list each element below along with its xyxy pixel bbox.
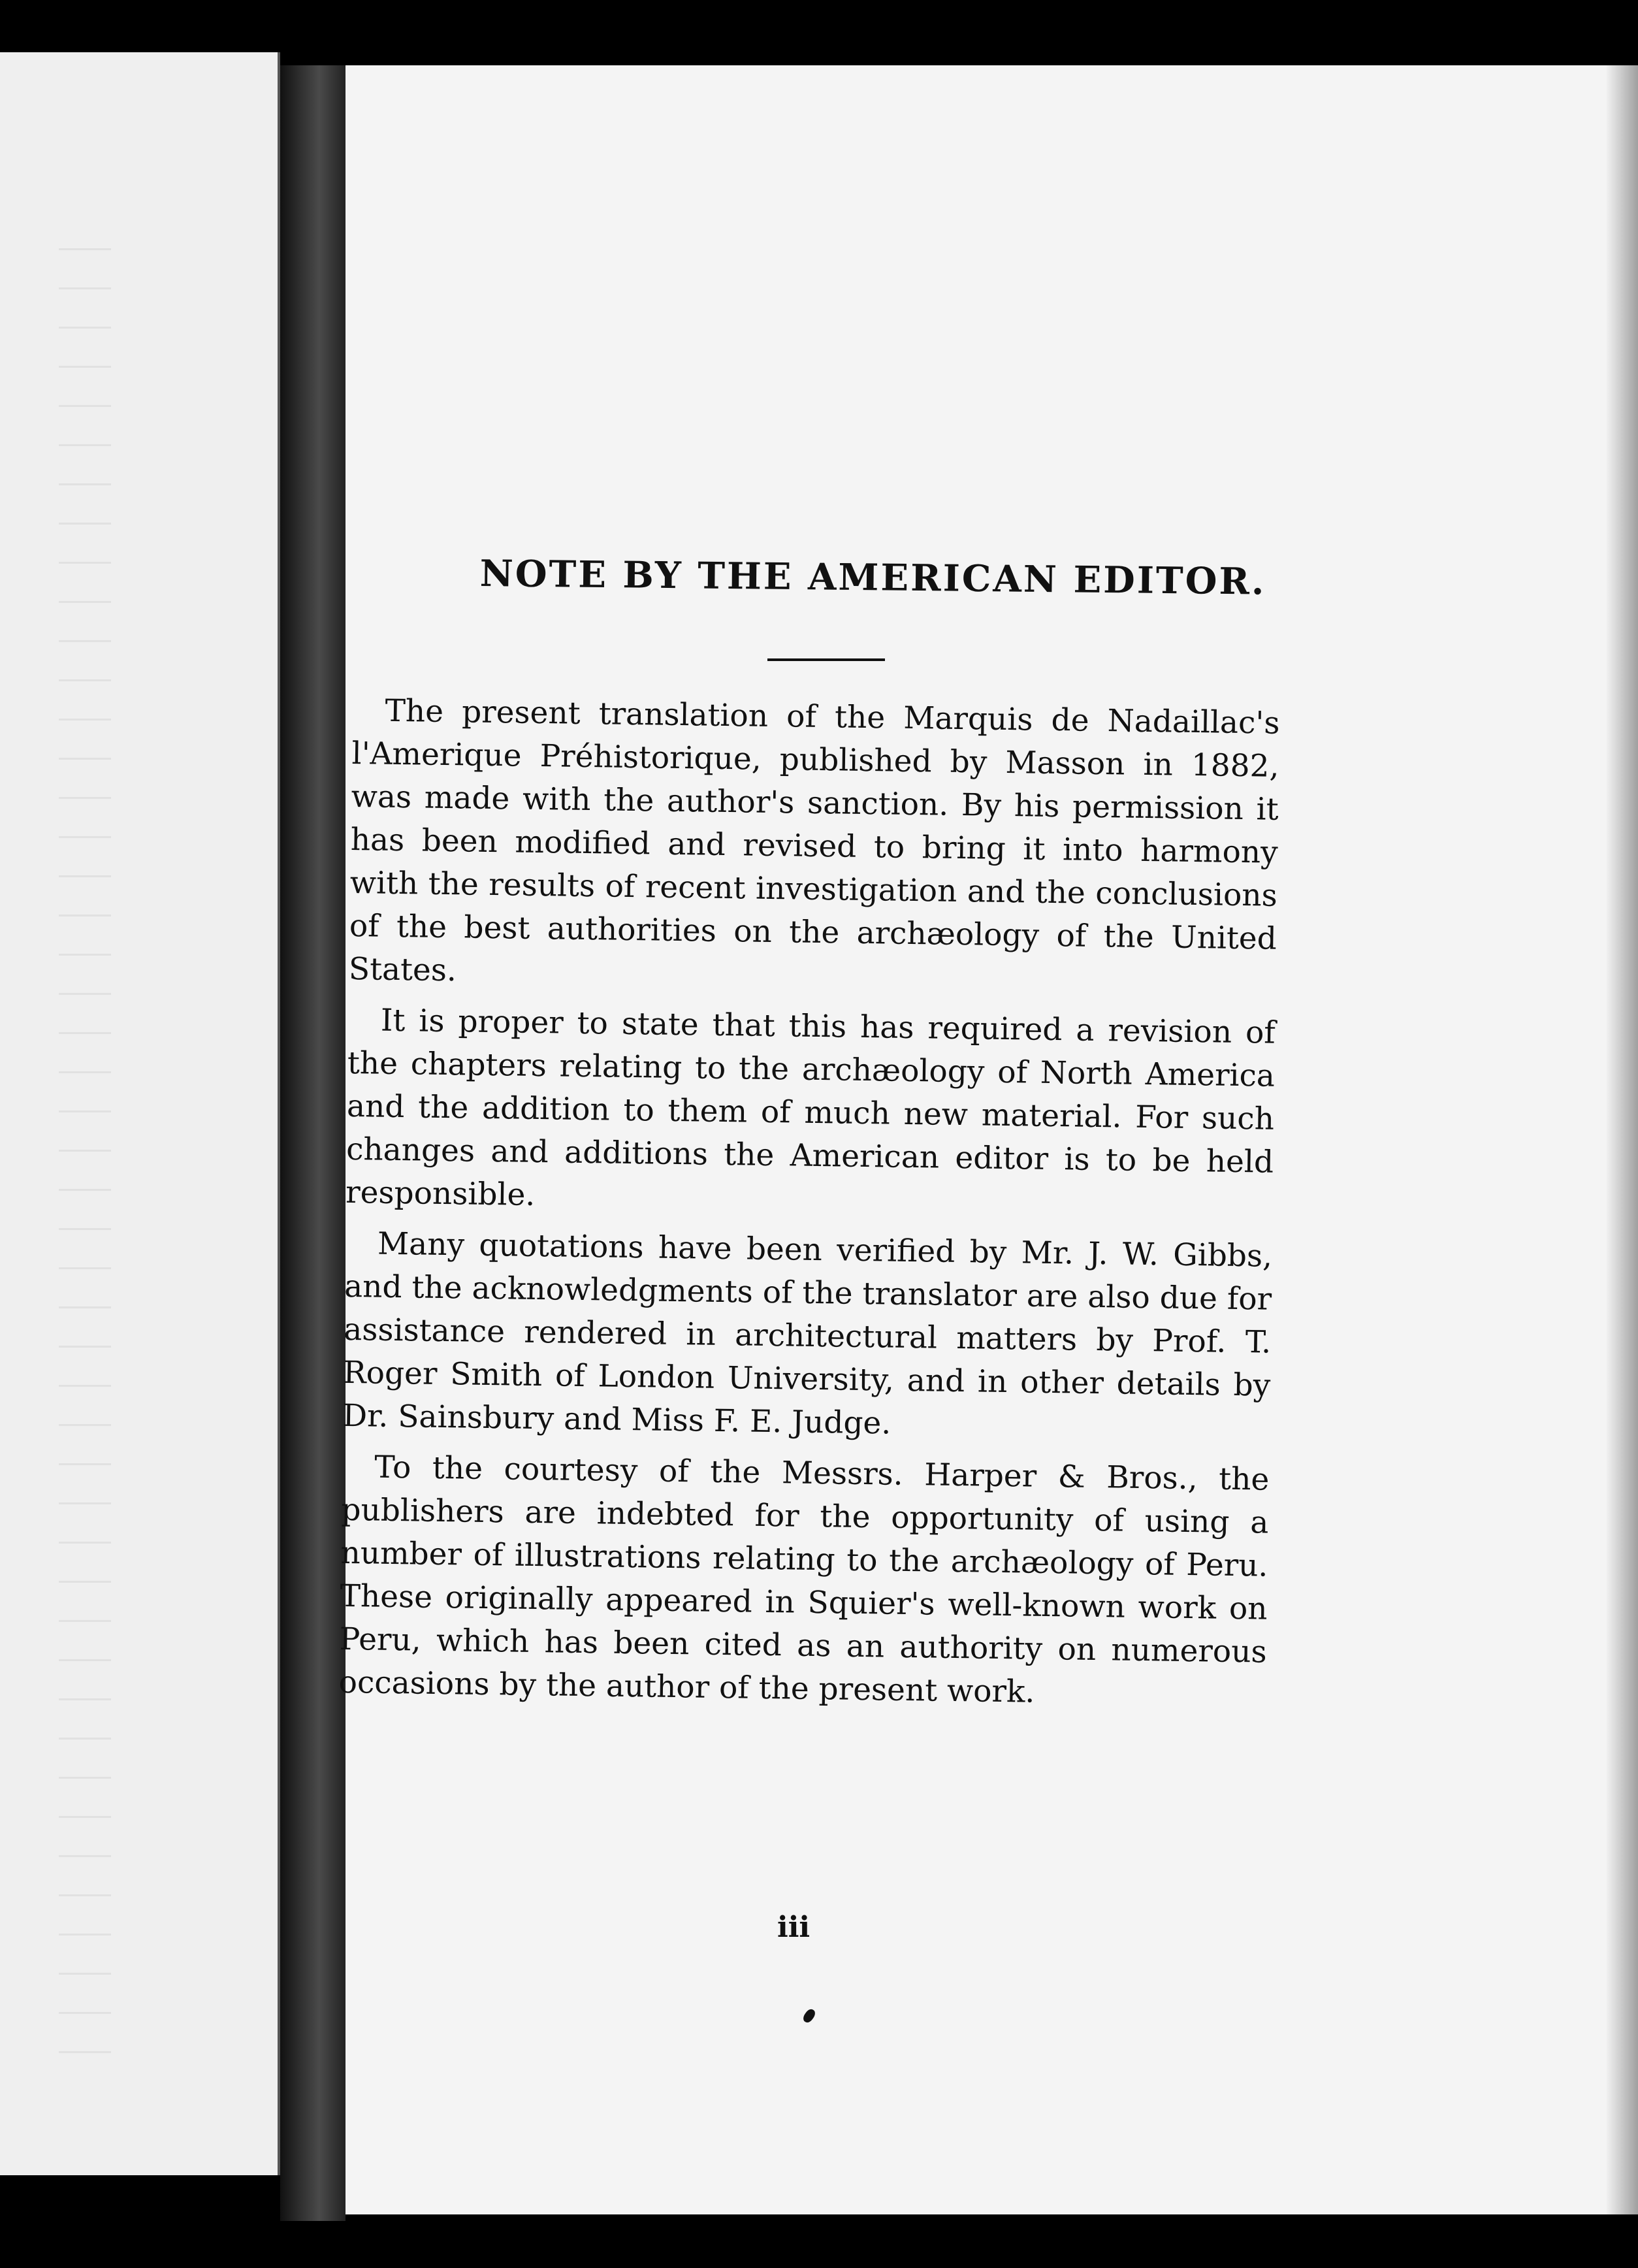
- page-title: NOTE BY THE AMERICAN EDITOR.: [479, 552, 1266, 604]
- page-number: iii: [777, 1911, 811, 1944]
- title-rule: [767, 658, 885, 661]
- note-body: [338, 689, 1280, 1725]
- facing-page: [0, 52, 280, 2175]
- paragraph-4: To the courtesy of the Messrs. Harper & Bros., the publishers are indebted for the opportunity of using a number of illustrations relating to the archæology of Peru. These originally appeared in Squier's well-known work on Peru, which has been cited as an authority on numerous occasions by the author of the present work.: [338, 1449, 1270, 1710]
- bleed-through-marks: [59, 248, 111, 2077]
- book-gutter: [280, 65, 345, 2221]
- paragraph-1: The present translation of the Marquis de Nadaillac's l'Amerique Préhistorique, published by Masson in 1882, was made with the author's sanction. By his permission it has been modified and revised to bring it into harmony with the results of recent investigation and the conclusions of the best authorities on the archæology of the United States.: [348, 692, 1280, 989]
- paragraph-2: It is proper to state that this has required a revision of the chapters relating to the archæology of North America and the addition to them of much new material. For such changes and additions the American editor is to be held responsible.: [345, 1002, 1276, 1213]
- paragraph-3: Many quotations have been verified by Mr. J. W. Gibbs, and the acknowledgments of the translator are also due for assistance rendered in architectural matters by Prof. T. Roger Smith of London University, and in other details by Dr. Sainsbury and Miss F. E. Judge.: [342, 1225, 1273, 1442]
